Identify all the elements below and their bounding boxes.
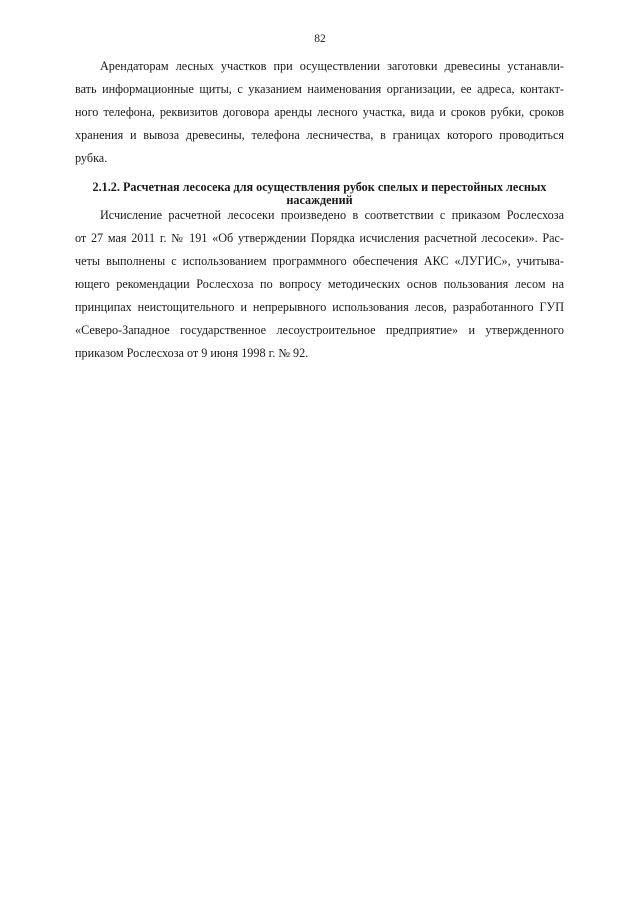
paragraph-leaseholders — [75, 55, 564, 170]
paragraph-line: ного телефона, реквизитов договора аренды лесного участка, вида и сроков рубки, сроков — [75, 105, 564, 119]
paragraph-line: рубка. — [75, 151, 108, 165]
paragraph-line: «Северо-Западное государственное лесоустроительное предприятие» и утвержденного — [75, 323, 564, 337]
page-number: 82 — [314, 33, 326, 45]
paragraph-line: вать информационные щиты, с указанием наименования организации, ее адреса, контакт- — [75, 82, 564, 96]
paragraph-line: хранения и вывоза древесины, телефона лесничества, в границах которого проводиться — [75, 128, 564, 142]
paragraph-line: приказом Рослесхоза от 9 июня 1998 г. № 92. — [75, 346, 309, 360]
section-heading-line-2: насаждений — [286, 193, 353, 207]
paragraph-line: Арендаторам лесных участков при осуществлении заготовки древесины устанавли- — [100, 59, 564, 73]
paragraph-calculation — [75, 204, 564, 365]
section-heading-line-1: 2.1.2. Расчетная лесосека для осуществления рубок спелых и перестойных лесных — [92, 180, 547, 194]
paragraph-line: принципах неистощительного и непрерывного использования лесов, разработанного ГУП — [75, 300, 564, 314]
paragraph-line: Исчисление расчетной лесосеки произведено в соответствии с приказом Рослесхоза — [100, 208, 564, 222]
paragraph-line: четы выполнены с использованием программного обеспечения АКС «ЛУГИС», учитыва- — [75, 254, 564, 268]
paragraph-line: от 27 мая 2011 г. № 191 «Об утверждении Порядка исчисления расчетной лесосеки». Рас- — [75, 231, 564, 245]
paragraph-line: ющего рекомендации Рослесхоза по вопросу методических основ пользования лесом на — [75, 277, 564, 291]
